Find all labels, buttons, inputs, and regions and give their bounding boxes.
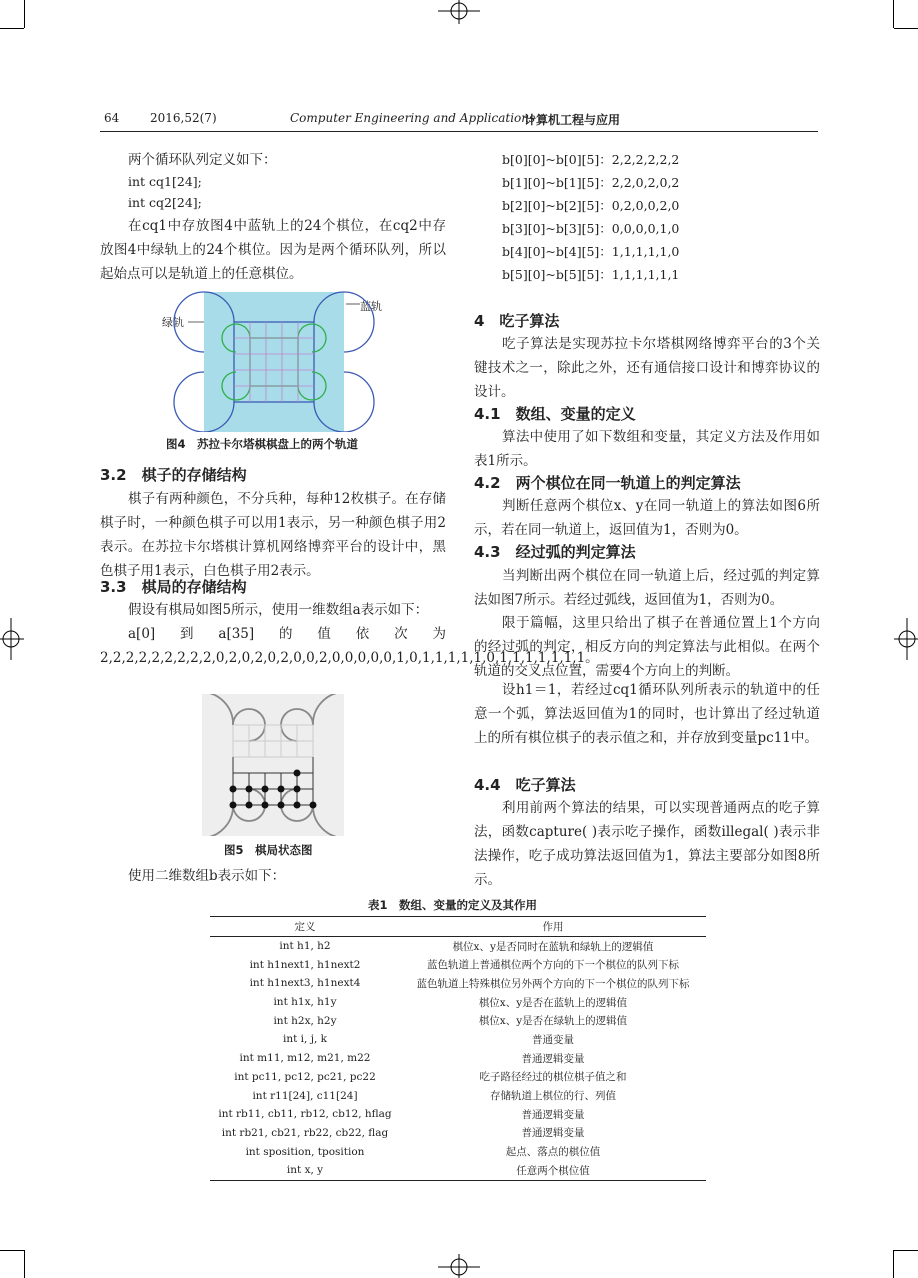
crop-mark (0, 28, 24, 29)
cell-definition: int h2x, h2y (273, 1014, 337, 1027)
table-1 (210, 916, 706, 1181)
section-3-3-heading: 3.3 棋局的存储结构 (100, 578, 247, 596)
cell-definition: int h1, h2 (279, 940, 331, 953)
cell-definition: int sposition, tposition (245, 1145, 365, 1158)
label-green-track: 绿轨 (162, 316, 184, 329)
figure-4-caption: 图4 苏拉卡尔塔棋棋盘上的两个轨道 (166, 437, 358, 451)
cell-usage: 棋位x、y是否在绿轨上的逻辑值 (478, 1015, 628, 1028)
crop-mark (893, 0, 894, 28)
table-row (210, 1124, 706, 1143)
table-row (210, 974, 706, 993)
section-4-2-heading: 4.2 两个棋位在同一轨道上的判定算法 (474, 474, 741, 492)
cell-usage: 普通逻辑变量 (521, 1127, 585, 1140)
cell-definition: int pc11, pc12, pc21, pc22 (234, 1070, 376, 1083)
journal-title-en: Computer Engineering and Applications (290, 111, 536, 125)
crop-mark (0, 1250, 24, 1251)
cell-usage: 起点、落点的棋位值 (505, 1146, 601, 1159)
label-blue-track: 蓝轨 (360, 300, 382, 313)
paragraph: a[0]到a[35]的值依次为2,2,2,2,2,2,2,2,2,0,2,0,2,0,2,0,0,2,0,0,0,0,0,1,0,1,1,1,1,1,0,1,1,1,1,1,1,1。 (100, 626, 599, 666)
issue-info: 2016,52(7) (150, 111, 217, 125)
cell-usage: 任意两个棋位值 (400, 1161, 706, 1180)
registration-mark-right (894, 618, 918, 660)
paragraph: 棋子有两种颜色，不分兵种，每种12枚棋子。在存储棋子时，一种颜色棋子可以用1表示，另一种颜色棋子用2表示。在苏拉卡尔塔棋计算机网络博弈平台的设计中，黑色棋子用1表示，白色棋子用2表示。 (100, 491, 446, 579)
paragraph: 两个循环队列定义如下： (128, 152, 277, 168)
cell-usage: 普通逻辑变量 (521, 1052, 585, 1065)
table-row (210, 1142, 706, 1161)
table-row (210, 1086, 706, 1105)
column-header: 定义 (210, 917, 400, 937)
section-4-4-heading: 4.4 吃子算法 (474, 776, 576, 794)
header-rule (100, 131, 818, 132)
paragraph: 判断任意两个棋位x、y在同一轨道上的算法如图6所示，若在同一轨道上，返回值为1，否则为0。 (474, 498, 820, 538)
track-diagram (162, 290, 402, 432)
cell-usage: 存储轨道上棋位的行、列值 (490, 1090, 616, 1103)
paragraph: 在cq1中存放图4中蓝轨上的24个棋位，在cq2中存放图4中绿轨上的24个棋位。因为是两个循环队列，所以起始点可以是轨道上的任意棋位。 (100, 218, 446, 282)
crop-mark (894, 28, 918, 29)
registration-mark-left (0, 618, 24, 660)
registration-mark-bottom (438, 1254, 480, 1278)
cell-usage: 蓝色轨道上特殊棋位另外两个方向的下一个棋位的队列下标 (416, 977, 690, 990)
figure-5-caption: 图5 棋局状态图 (224, 843, 313, 857)
paragraph: 假设有棋局如图5所示，使用一维数组a表示如下： (128, 602, 429, 618)
array-row: b[1][0]~b[1][5]：2,2,0,2,0,2 (502, 175, 680, 190)
section-3-2-heading: 3.2 棋子的存储结构 (100, 466, 247, 484)
array-row: b[5][0]~b[5][5]：1,1,1,1,1,1 (502, 267, 680, 282)
cell-definition: int rb11, cb11, rb12, cb12, hflag (218, 1108, 392, 1121)
paragraph: 使用二维数组b表示如下： (128, 868, 286, 884)
paragraph: 算法中使用了如下数组和变量，其定义方法及作用如表1所示。 (474, 429, 820, 469)
cell-usage: 蓝色轨道上普通棋位两个方向的下一个棋位的队列下标 (427, 959, 679, 972)
paragraph: 限于篇幅，这里只给出了棋子在普通位置上1个方向的经过弧的判定，相反方向的判定算法与此相似。在两个轨道的交叉点位置，需要4个方向上的判断。 (474, 615, 820, 679)
cell-definition: int h1next3, h1next4 (249, 977, 361, 990)
array-row: b[3][0]~b[3][5]：0,0,0,0,1,0 (502, 221, 680, 236)
table-row (210, 1030, 706, 1049)
figure-5-board (202, 694, 344, 836)
crop-mark (893, 1250, 894, 1278)
code-line: int cq1[24]; (128, 174, 202, 189)
section-4-heading: 4 吃子算法 (474, 312, 560, 330)
array-b-values (502, 148, 679, 286)
paragraph: 吃子算法是实现苏拉卡尔塔棋网络博弈平台的3个关键技术之一，除此之外，还有通信接口设计和博弈协议的设计。 (474, 336, 820, 400)
table-row (210, 993, 706, 1012)
cell-definition: int i, j, k (282, 1033, 327, 1046)
cell-usage: 普通逻辑变量 (521, 1108, 585, 1121)
table-row (210, 1049, 706, 1068)
section-4-3-heading: 4.3 经过弧的判定算法 (474, 543, 636, 561)
cell-usage: 吃子路径经过的棋位棋子值之和 (479, 1071, 627, 1084)
cell-definition: int x, y (210, 1161, 400, 1180)
figure-4 (162, 290, 402, 432)
column-header: 作用 (400, 917, 706, 937)
crop-mark (894, 1250, 918, 1251)
cell-usage: 棋位x、y是否同时在蓝轨和绿轨上的逻辑值 (452, 940, 654, 953)
table-row (210, 936, 706, 955)
cell-definition: int h1x, h1y (273, 996, 337, 1009)
table-header-row (210, 917, 706, 937)
table-row (210, 1068, 706, 1087)
table-row (210, 1161, 706, 1180)
cell-definition: int h1next1, h1next2 (249, 958, 361, 971)
cell-definition: int rb21, cb21, rb22, cb22, flag (221, 1126, 389, 1139)
table-row (210, 1011, 706, 1030)
page-number: 64 (104, 111, 120, 125)
paragraph: 设h1＝1，若经过cq1循环队列所表示的轨道中的任意一个弧，算法返回值为1的同时，也计算出了经过轨道上的所有棋位棋子的表示值之和，并存放到变量pc11中。 (474, 682, 820, 746)
table-row (210, 955, 706, 974)
cell-definition: int r11[24], c11[24] (252, 1089, 358, 1102)
cell-usage: 棋位x、y是否在蓝轨上的逻辑值 (478, 996, 628, 1009)
array-row: b[2][0]~b[2][5]：0,2,0,0,2,0 (502, 198, 680, 213)
array-row: b[4][0]~b[4][5]：1,1,1,1,1,0 (502, 244, 680, 259)
journal-title-cn: 计算机工程与应用 (524, 113, 621, 127)
cell-usage: 普通变量 (532, 1033, 574, 1046)
cell-definition: int m11, m12, m21, m22 (239, 1052, 371, 1065)
code-line: int cq2[24]; (128, 195, 202, 210)
crop-mark (24, 0, 25, 28)
array-row: b[0][0]~b[0][5]：2,2,2,2,2,2 (502, 152, 680, 167)
crop-mark (24, 1250, 25, 1278)
paragraph: 利用前两个算法的结果，可以实现普通两点的吃子算法，函数capture( )表示吃子操作，函数illegal( )表示非法操作，吃子成功算法返回值为1，算法主要部分如图8所示。 (474, 800, 820, 888)
section-4-1-heading: 4.1 数组、变量的定义 (474, 405, 636, 423)
paragraph: 当判断出两个棋位在同一轨道上后，经过弧的判定算法如图7所示。若经过弧线，返回值为1，否则为0。 (474, 568, 820, 608)
table-1-title: 表1 数组、变量的定义及其作用 (368, 898, 537, 912)
registration-mark-top (438, 0, 480, 24)
table-row (210, 1105, 706, 1124)
